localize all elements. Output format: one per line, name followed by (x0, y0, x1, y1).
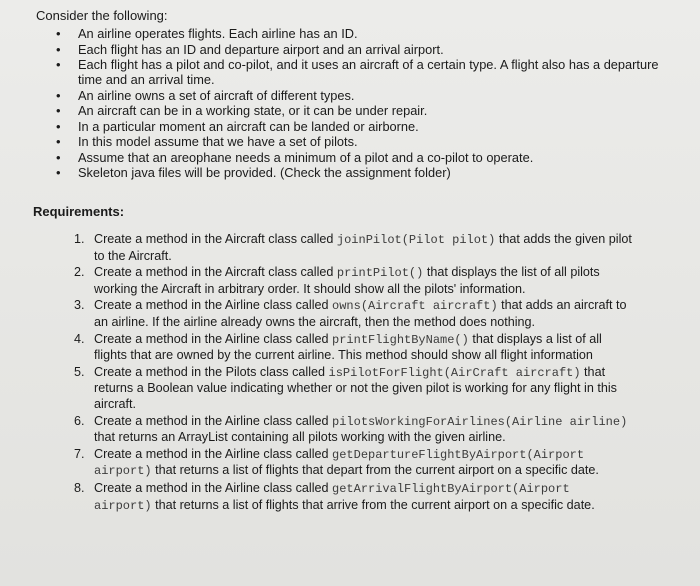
bullet-item (56, 103, 676, 118)
requirement-text: that displays the list of all pilots working the Aircraft in arbitrary order. It should show all the pilots' information. (94, 265, 600, 296)
bullet-text: Assume that an areophane needs a minimum of a pilot and a co-pilot to operate. (78, 149, 534, 165)
bullet-dot-icon: • (56, 57, 61, 72)
bullet-text: Each flight has a pilot and co-pilot, and it uses an aircraft of a certain type. A flight also has a departure time and an arrival time. (78, 57, 659, 87)
bullet-text: An airline operates flights. Each airline has an ID. (78, 26, 358, 41)
requirement-text: Create a method in the Airline class called (94, 480, 333, 495)
requirement-text: that adds an aircraft to an airline. If the airline already owns the aircraft, then the method does nothing. (94, 298, 627, 329)
method-signature: getDepartureFlightByAirport(Airport airport) (94, 447, 585, 479)
bullet-dot-icon: • (56, 87, 61, 103)
requirement-text: that adds the given pilot to the Aircraft. (94, 232, 632, 263)
method-signature: isPilotForFlight(AirCraft aircraft) (328, 365, 581, 380)
requirement-number: 8. (74, 480, 85, 495)
requirement-text: that returns a list of flights that arrive from the current airport on a specific date. (151, 497, 595, 512)
bullet-dot-icon: • (56, 149, 61, 165)
bullet-item (56, 88, 676, 103)
bullet-dot-icon: • (56, 41, 61, 57)
bullet-item (56, 26, 676, 41)
bullet-text: In this model assume that we have a set of pilots. (78, 134, 358, 149)
requirement-text: that returns a list of flights that depart from the current airport on a specific date. (151, 463, 599, 478)
requirement-number: 3. (74, 298, 85, 313)
requirement-number: 1. (74, 232, 85, 246)
requirements-heading: Requirements: (33, 204, 125, 219)
requirement-number: 5. (74, 364, 85, 379)
bullet-text: Each flight has an ID and departure airport and an arrival airport. (78, 41, 444, 57)
intro-text: Consider the following: (36, 8, 168, 23)
requirement-number: 7. (74, 446, 85, 461)
requirement-text: that returns a Boolean value indicating whether or not the given pilot is working for any flight in this aircraft. (94, 364, 617, 411)
bullet-text: An aircraft can be in a working state, or it can be under repair. (78, 103, 428, 118)
requirement-item (74, 298, 634, 330)
method-signature: joinPilot(Pilot pilot) (336, 233, 496, 247)
method-signature: printFlightByName() (332, 332, 469, 347)
requirement-text: Create a method in the Airline class called (94, 413, 333, 428)
bullet-dot-icon: • (56, 103, 61, 118)
requirement-text: Create a method in the Aircraft class called (94, 265, 337, 280)
requirements-list (74, 232, 634, 515)
requirement-item (74, 232, 634, 264)
requirement-text: that displays a list of all flights that are owned by the current airline. This method should show all flight information (94, 331, 602, 363)
bullet-item (56, 42, 676, 57)
requirement-text: Create a method in the Airline class called (94, 446, 333, 461)
bullet-item (56, 150, 676, 165)
requirement-item (74, 481, 634, 514)
bullet-text: Skeleton java files will be provided. (Check the assignment folder) (78, 165, 451, 180)
bullet-item (56, 165, 676, 180)
bullet-item (56, 134, 676, 149)
requirement-item (74, 414, 634, 446)
method-signature: pilotsWorkingForAirlines(Airline airline) (332, 414, 628, 429)
requirement-text: Create a method in the Airline class called (94, 298, 333, 313)
bullet-dot-icon: • (56, 165, 61, 180)
requirement-item (74, 447, 634, 480)
bullet-item (56, 57, 676, 87)
requirement-item (74, 265, 634, 297)
requirement-item (74, 332, 634, 364)
method-signature: getArrivalFlightByAirport(Airport airport) (94, 481, 570, 513)
requirement-text: Create a method in the Airline class called (94, 331, 333, 346)
requirement-item (74, 365, 634, 413)
requirement-number: 2. (74, 265, 85, 280)
requirement-number: 6. (74, 413, 85, 428)
bullet-text: In a particular moment an aircraft can be landed or airborne. (78, 118, 419, 134)
bullet-dot-icon: • (56, 26, 61, 41)
requirement-text: Create a method in the Pilots class called (94, 364, 329, 379)
requirement-number: 4. (74, 331, 85, 346)
method-signature: printPilot() (336, 266, 424, 281)
bullet-dot-icon: • (56, 134, 61, 149)
bullet-item (56, 119, 676, 134)
method-signature: owns(Aircraft aircraft) (332, 299, 498, 314)
requirement-text: that returns an ArrayList containing all pilots working with the given airline. (94, 430, 506, 445)
bullet-list (56, 26, 676, 181)
requirement-text: Create a method in the Aircraft class called (94, 232, 337, 246)
bullet-text: An airline owns a set of aircraft of different types. (78, 87, 355, 103)
bullet-dot-icon: • (56, 118, 61, 134)
